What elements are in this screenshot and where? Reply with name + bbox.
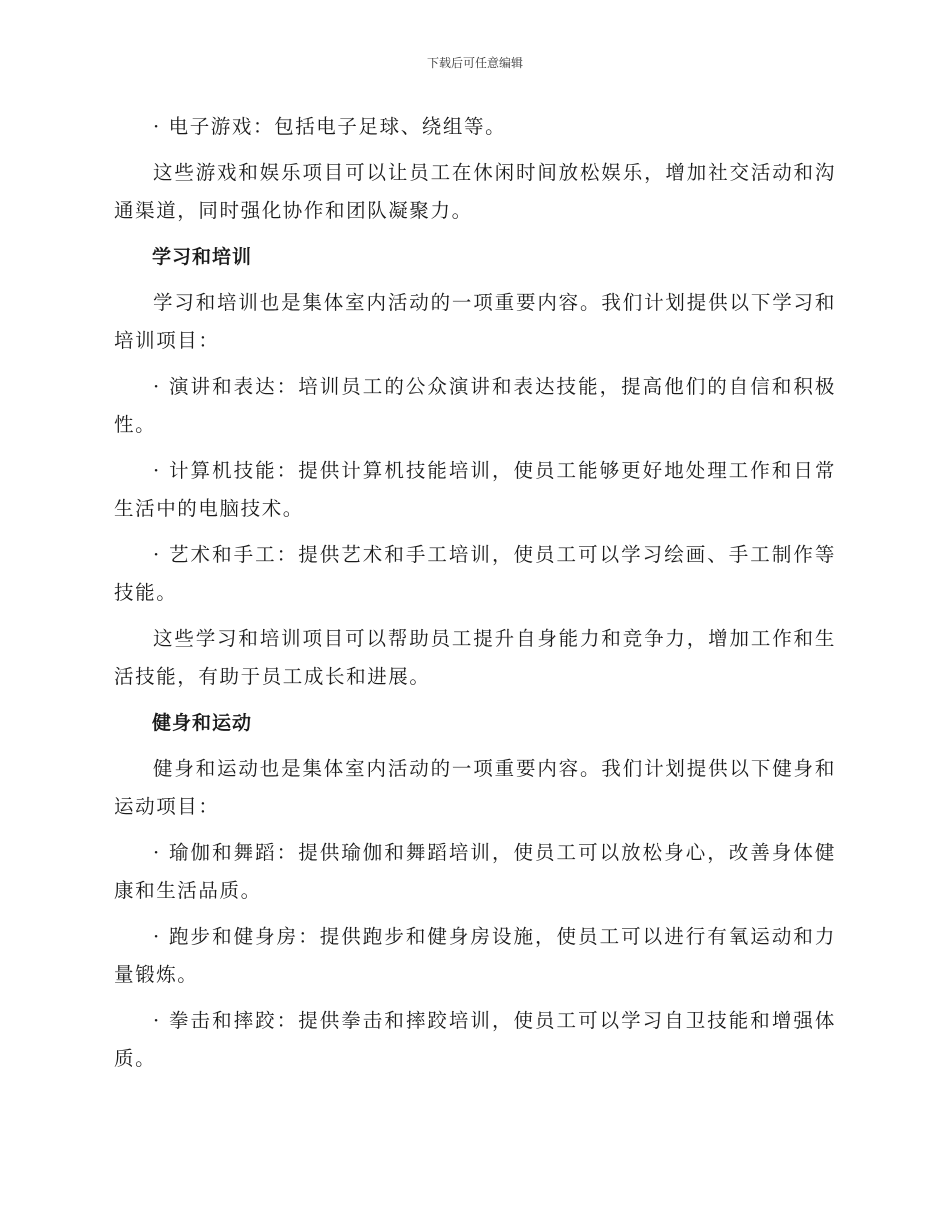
- paragraph-bullet-running-gym: · 跑步和健身房：提供跑步和健身房设施，使员工可以进行有氧运动和力量锻炼。: [114, 925, 836, 986]
- paragraph-bullet-yoga-dance: · 瑜伽和舞蹈：提供瑜伽和舞蹈培训，使员工可以放松身心，改善身体健康和生活品质。: [114, 841, 836, 902]
- paragraph-games-summary: 这些游戏和娱乐项目可以让员工在休闲时间放松娱乐，增加社交活动和沟通渠道，同时强化协作和团队凝聚力。: [114, 161, 836, 222]
- paragraph-fitness-intro: 健身和运动也是集体室内活动的一项重要内容。我们计划提供以下健身和运动项目：: [114, 757, 836, 818]
- document-body: [114, 108, 836, 1078]
- paragraph-bullet-boxing-wrestling: · 拳击和摔跤：提供拳击和摔跤培训，使员工可以学习自卫技能和增强体质。: [114, 1009, 836, 1070]
- paragraph-bullet-speech: · 演讲和表达：培训员工的公众演讲和表达技能，提高他们的自信和积极性。: [114, 375, 836, 436]
- paragraph-learning-summary: 这些学习和培训项目可以帮助员工提升自身能力和竞争力，增加工作和生活技能，有助于员工成长和进展。: [114, 627, 836, 688]
- paragraph-bullet-video-games: · 电子游戏：包括电子足球、绕组等。: [153, 115, 507, 138]
- paragraph-bullet-art-crafts: · 艺术和手工：提供艺术和手工培训，使员工可以学习绘画、手工制作等技能。: [114, 543, 836, 604]
- page-header: 下载后可任意编辑: [426, 56, 523, 70]
- paragraph-bullet-computer-skills: · 计算机技能：提供计算机技能培训，使员工能够更好地处理工作和日常生活中的电脑技术。: [114, 459, 836, 520]
- section-heading-learning-training: 学习和培训: [152, 246, 253, 268]
- section-heading-fitness-sports: 健身和运动: [152, 712, 253, 734]
- paragraph-learning-intro: 学习和培训也是集体室内活动的一项重要内容。我们计划提供以下学习和培训项目：: [114, 291, 836, 352]
